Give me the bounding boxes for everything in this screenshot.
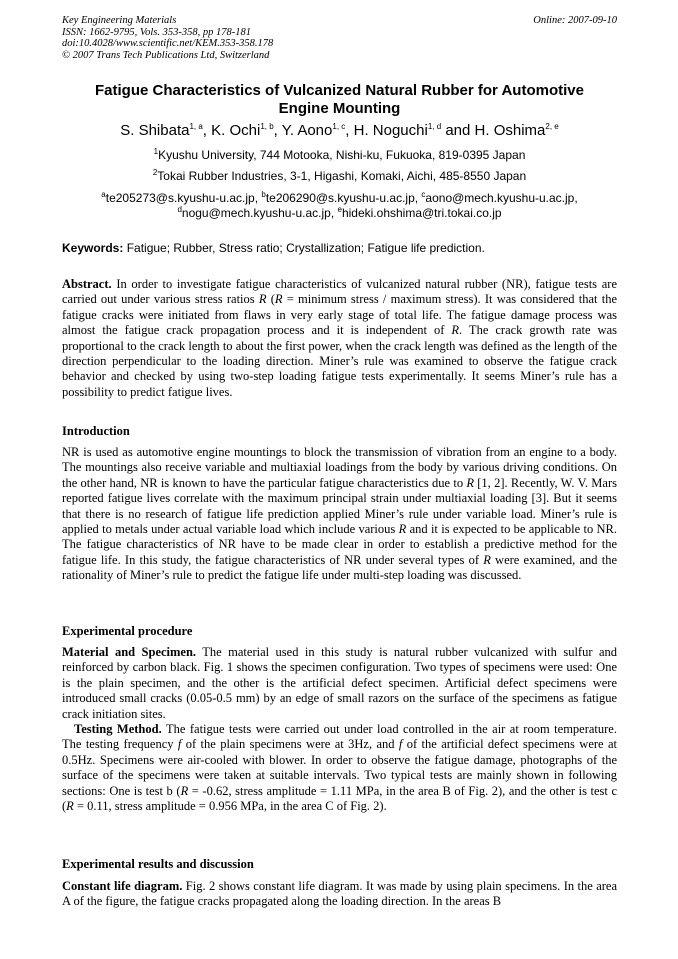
section-heading-experimental: Experimental procedure	[62, 624, 193, 638]
italic-symbol: f	[177, 737, 182, 752]
section-heading-introduction: Introduction	[62, 424, 130, 438]
author-affiliation-mark: 1, a	[189, 122, 203, 131]
testing-label: Testing Method.	[74, 722, 162, 736]
italic-symbol: f	[398, 737, 403, 752]
issn-line: ISSN: 1662-9795, Vols. 353-358, pp 178-181	[62, 26, 251, 38]
constant-label: Constant life diagram.	[62, 879, 183, 893]
affiliation-1: $^1$Kyushu University, 744 Motooka, Nishi-ku, Fukuoka, 819-0395 Japan	[153, 147, 526, 162]
introduction-text: NR is used as automotive engine mountings to block the transmission of vibration from an engine to a body. The mountings also receive variable and multiaxial loadings from the body by various driving conditions. On the other hand, NR is known to have the particular fatigue characteristics due to R [1, 2]. Recently, W. V. Mars reported fatigue lives correlate with the maximum principal strain under multiaxial loading [3]. But it seems that there is no research of fatigue life prediction applied Miner’s rule under variable load. Miner’s rule is applied to metals under actual variable load which include various R and it is expected to be applicable to NR. The fatigue characteristics of NR have to be made clear in order to establish a predictive method for the fatigue life. In this study, the fatigue characteristics of NR under several types of R were examined, and the rationality of Miner’s rule to predict the fatigue life under multi-step loading was discussed.	[62, 445, 618, 583]
keywords	[62, 241, 617, 256]
journal-name: Key Engineering Materials	[62, 15, 177, 26]
author-name: H. Noguchi	[353, 122, 428, 139]
author-name: S. Shibata	[120, 122, 190, 139]
keywords-text: Fatigue; Rubber, Stress ratio; Crystallization; Fatigue life prediction.	[123, 241, 485, 255]
copyright-line: © 2007 Trans Tech Publications Ltd, Switzerland	[62, 49, 270, 61]
italic-symbol: R	[451, 323, 460, 338]
testing-paragraph: Testing Method. The fatigue tests were carried out under load controlled in the air at room temperature. The testing frequency f of the plain specimens were at 3Hz, and f of the artificial defect specimens were at 0.5Hz. Specimens were air-cooled with blower. In order to observe the fatigue damage, photographs of the surface of the specimens were taken at suitable intervals. Two typical tests are mainly shown in following sections: One is test b (R = -0.62, stress amplitude = 1.11 MPa, in the area B of Fig. 2), and the other is test c (R = 0.11, stress amplitude = 0.956 MPa, in the area C of Fig. 2).	[62, 722, 618, 814]
author-affiliation-mark: 1, d	[427, 122, 442, 131]
material-label: Material and Specimen.	[62, 645, 197, 659]
doi-line[interactable]: doi:10.4028/www.scientific.net/KEM.353-358.178	[62, 38, 274, 49]
author-affiliation-mark: 1, c	[332, 122, 346, 131]
italic-symbol: R	[274, 292, 283, 307]
italic-symbol: R	[483, 552, 491, 567]
keywords-label: Keywords:	[62, 241, 124, 255]
paper-title	[62, 82, 617, 118]
abstract-text: In order to investigate fatigue characteristics of vulcanized natural rubber (NR), fatigue tests are carried out under various stress ratios R (R = minimum stress / maximum stress). It was considered that the fatigue cracks were initiated from flaws in very early stage of total life. The fatigue damage process was almost the fatigue crack propagation process and it is independent of R. The crack growth rate was proportional to the crack length to about the first power, when the crack length was defined as the length of the direction perpendicular to the loading direction. Miner’s rule was examined to observe the fatigue crack behavior and checked by using two-step loading fatigue tests experimentally. It seems Miner’s rule has a possibility to predict fatigue lives.	[62, 277, 617, 399]
section-heading-results: Experimental results and discussion	[62, 857, 254, 871]
author-name: K. Ochi	[211, 122, 261, 139]
author-affiliation-mark: 2, e	[545, 122, 559, 131]
author-emails	[62, 191, 617, 221]
email-link[interactable]: hideki.ohshima@tri.tokai.co.jp	[341, 206, 502, 220]
italic-symbol: R	[398, 522, 407, 537]
material-paragraph: Material and Specimen. The material used in this study is natural rubber vulcanized with sulfur and reinforced by carbon black. Fig. 1 shows the specimen configuration. Two types of specimens were used: One is the plain specimen, and the other is the artificial defect specimen. Artificial defect specimens were introduced small cracks (0.05-0.5 mm) by an edge of small razors on the surface of the specimens as fatigue crack initiation sites.	[62, 645, 617, 721]
title-line-2: Engine Mounting	[278, 100, 401, 117]
italic-symbol: R	[66, 799, 74, 814]
abstract-label: Abstract.	[62, 277, 112, 291]
author-name: Y. Aono	[281, 122, 333, 139]
italic-symbol: R	[180, 783, 189, 798]
constant-life-paragraph: Constant life diagram. Fig. 2 shows constant life diagram. It was made by using plain specimens. In the area A of the figure, the fatigue cracks propagated along the loading direction. In the areas B	[62, 879, 617, 909]
online-date: Online: 2007-09-10	[533, 15, 617, 26]
abstract	[62, 277, 617, 400]
email-link[interactable]: nogu@mech.kyushu-u.ac.jp,	[181, 206, 338, 220]
email-line-2: $^d$nogu@mech.kyushu-u.ac.jp, $^e$hideki.ohshima@tri.tokai.co.jp	[177, 205, 502, 220]
italic-symbol: R	[466, 475, 474, 490]
title-line-1: Fatigue Characteristics of Vulcanized Natural Rubber for Automotive	[95, 82, 584, 99]
author-name: H. Oshima	[474, 122, 546, 139]
author-affiliation-mark: 1, b	[260, 122, 274, 131]
email-line-1: $^a$te205273@s.kyushu-u.ac.jp, $^b$te206290@s.kyushu-u.ac.jp, $^c$aono@mech.kyushu-u.ac.jp,	[101, 190, 578, 205]
journal-metadata	[62, 15, 617, 61]
email-link[interactable]: te206290@s.kyushu-u.ac.jp,	[265, 191, 422, 205]
email-link[interactable]: te205273@s.kyushu-u.ac.jp,	[105, 191, 262, 205]
affiliation-2: $^2$Tokai Rubber Industries, 3-1, Higashi, Komaki, Aichi, 485-8550 Japan	[152, 168, 527, 183]
email-link[interactable]: aono@mech.kyushu-u.ac.jp,	[425, 191, 578, 205]
author-list: S. Shibata$^{1, a}$, K. Ochi$^{1, b}$, Y. Aono$^{1, c}$, H. Noguchi$^{1, d}$ and H. Oshima$^{2, e}$	[120, 122, 559, 139]
italic-symbol: R	[258, 292, 267, 307]
